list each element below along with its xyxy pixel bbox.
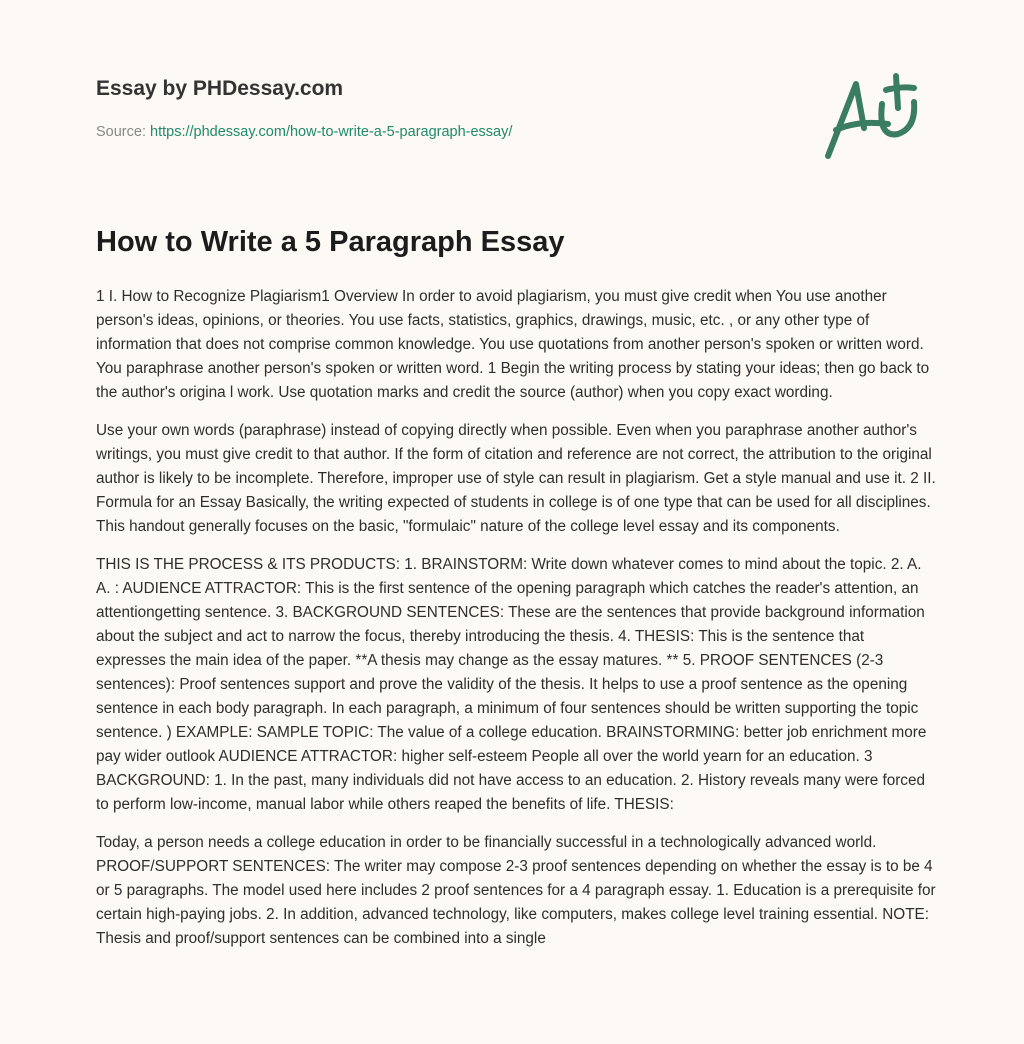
source-link[interactable]: https://phdessay.com/how-to-write-a-5-paragraph-essay/ [150, 124, 513, 140]
article-paragraph: THIS IS THE PROCESS & ITS PRODUCTS: 1. BRAINSTORM: Write down whatever comes to mind about the topic. 2. A. A. : AUDIENCE ATTRACTOR: This is the first sentence of the opening paragraph which catches the reader's attention, an attentiongetting sentence. 3. BACKGROUND SENTENCES: These are the sentences that provide background information about the subject and act to narrow the focus, thereby introducing the thesis. 4. THESIS: This is the sentence that expresses the main idea of the paper. **A thesis may change as the essay matures. ** 5. PROOF SENTENCES (2-3 sentences): Proof sentences support and prove the validity of the thesis. It helps to use a proof sentence as the opening sentence in each body paragraph. In each paragraph, a minimum of four sentences should be written supporting the topic sentence. ) EXAMPLE: SAMPLE TOPIC: The value of a college education. BRAINSTORMING: better job enrichment more pay wider outlook AUDIENCE ATTRACTOR: higher self-esteem People all over the world yearn for an education. 3 BACKGROUND: 1. In the past, many individuals did not have access to an education. 2. History reveals many were forced to perform low-income, manual labor while others reaped the benefits of life. THESIS: [96, 556, 927, 813]
source-line [96, 124, 512, 140]
article-body [96, 285, 936, 965]
article-title: How to Write a 5 Paragraph Essay [96, 226, 565, 258]
article-paragraph: Use your own words (paraphrase) instead of copying directly when possible. Even when you paraphrase another author's writings, you must give credit to that author. If the form of citation and reference are not correct, the attribution to the original author is likely to be incomplete. Therefore, improper use of style can result in plagiarism. Get a style manual and use it. 2 II. Formula for an Essay Basically, the writing expected of students in college is of one type that can be used for all disciplines. This handout generally focuses on the basic, "formulaic" nature of the college level essay and its components. [96, 422, 936, 535]
site-title: Essay by PHDessay.com [96, 77, 344, 100]
a-plus-logo-icon [818, 68, 928, 168]
source-label: Source: [96, 124, 146, 140]
article-paragraph: 1 I. How to Recognize Plagiarism1 Overview In order to avoid plagiarism, you must give credit when You use another person's ideas, opinions, or theories. You use facts, statistics, graphics, drawings, music, etc. , or any other type of information that does not comprise common knowledge. You use quotations from another person's spoken or written word. You paraphrase another person's spoken or written word. 1 Begin the writing process by stating your ideas; then go back to the author's origina l work. Use quotation marks and credit the source (author) when you copy exact wording. [96, 288, 930, 401]
article-paragraph: Today, a person needs a college education in order to be financially successful in a technologically advanced world. PROOF/SUPPORT SENTENCES: The writer may compose 2-3 proof sentences depending on whether the essay is to be 4 or 5 paragraphs. The model used here includes 2 proof sentences for a 4 paragraph essay. 1. Education is a prerequisite for certain high-paying jobs. 2. In addition, advanced technology, like computers, makes college level training essential. NOTE: Thesis and proof/support sentences can be combined into a single [96, 834, 936, 947]
